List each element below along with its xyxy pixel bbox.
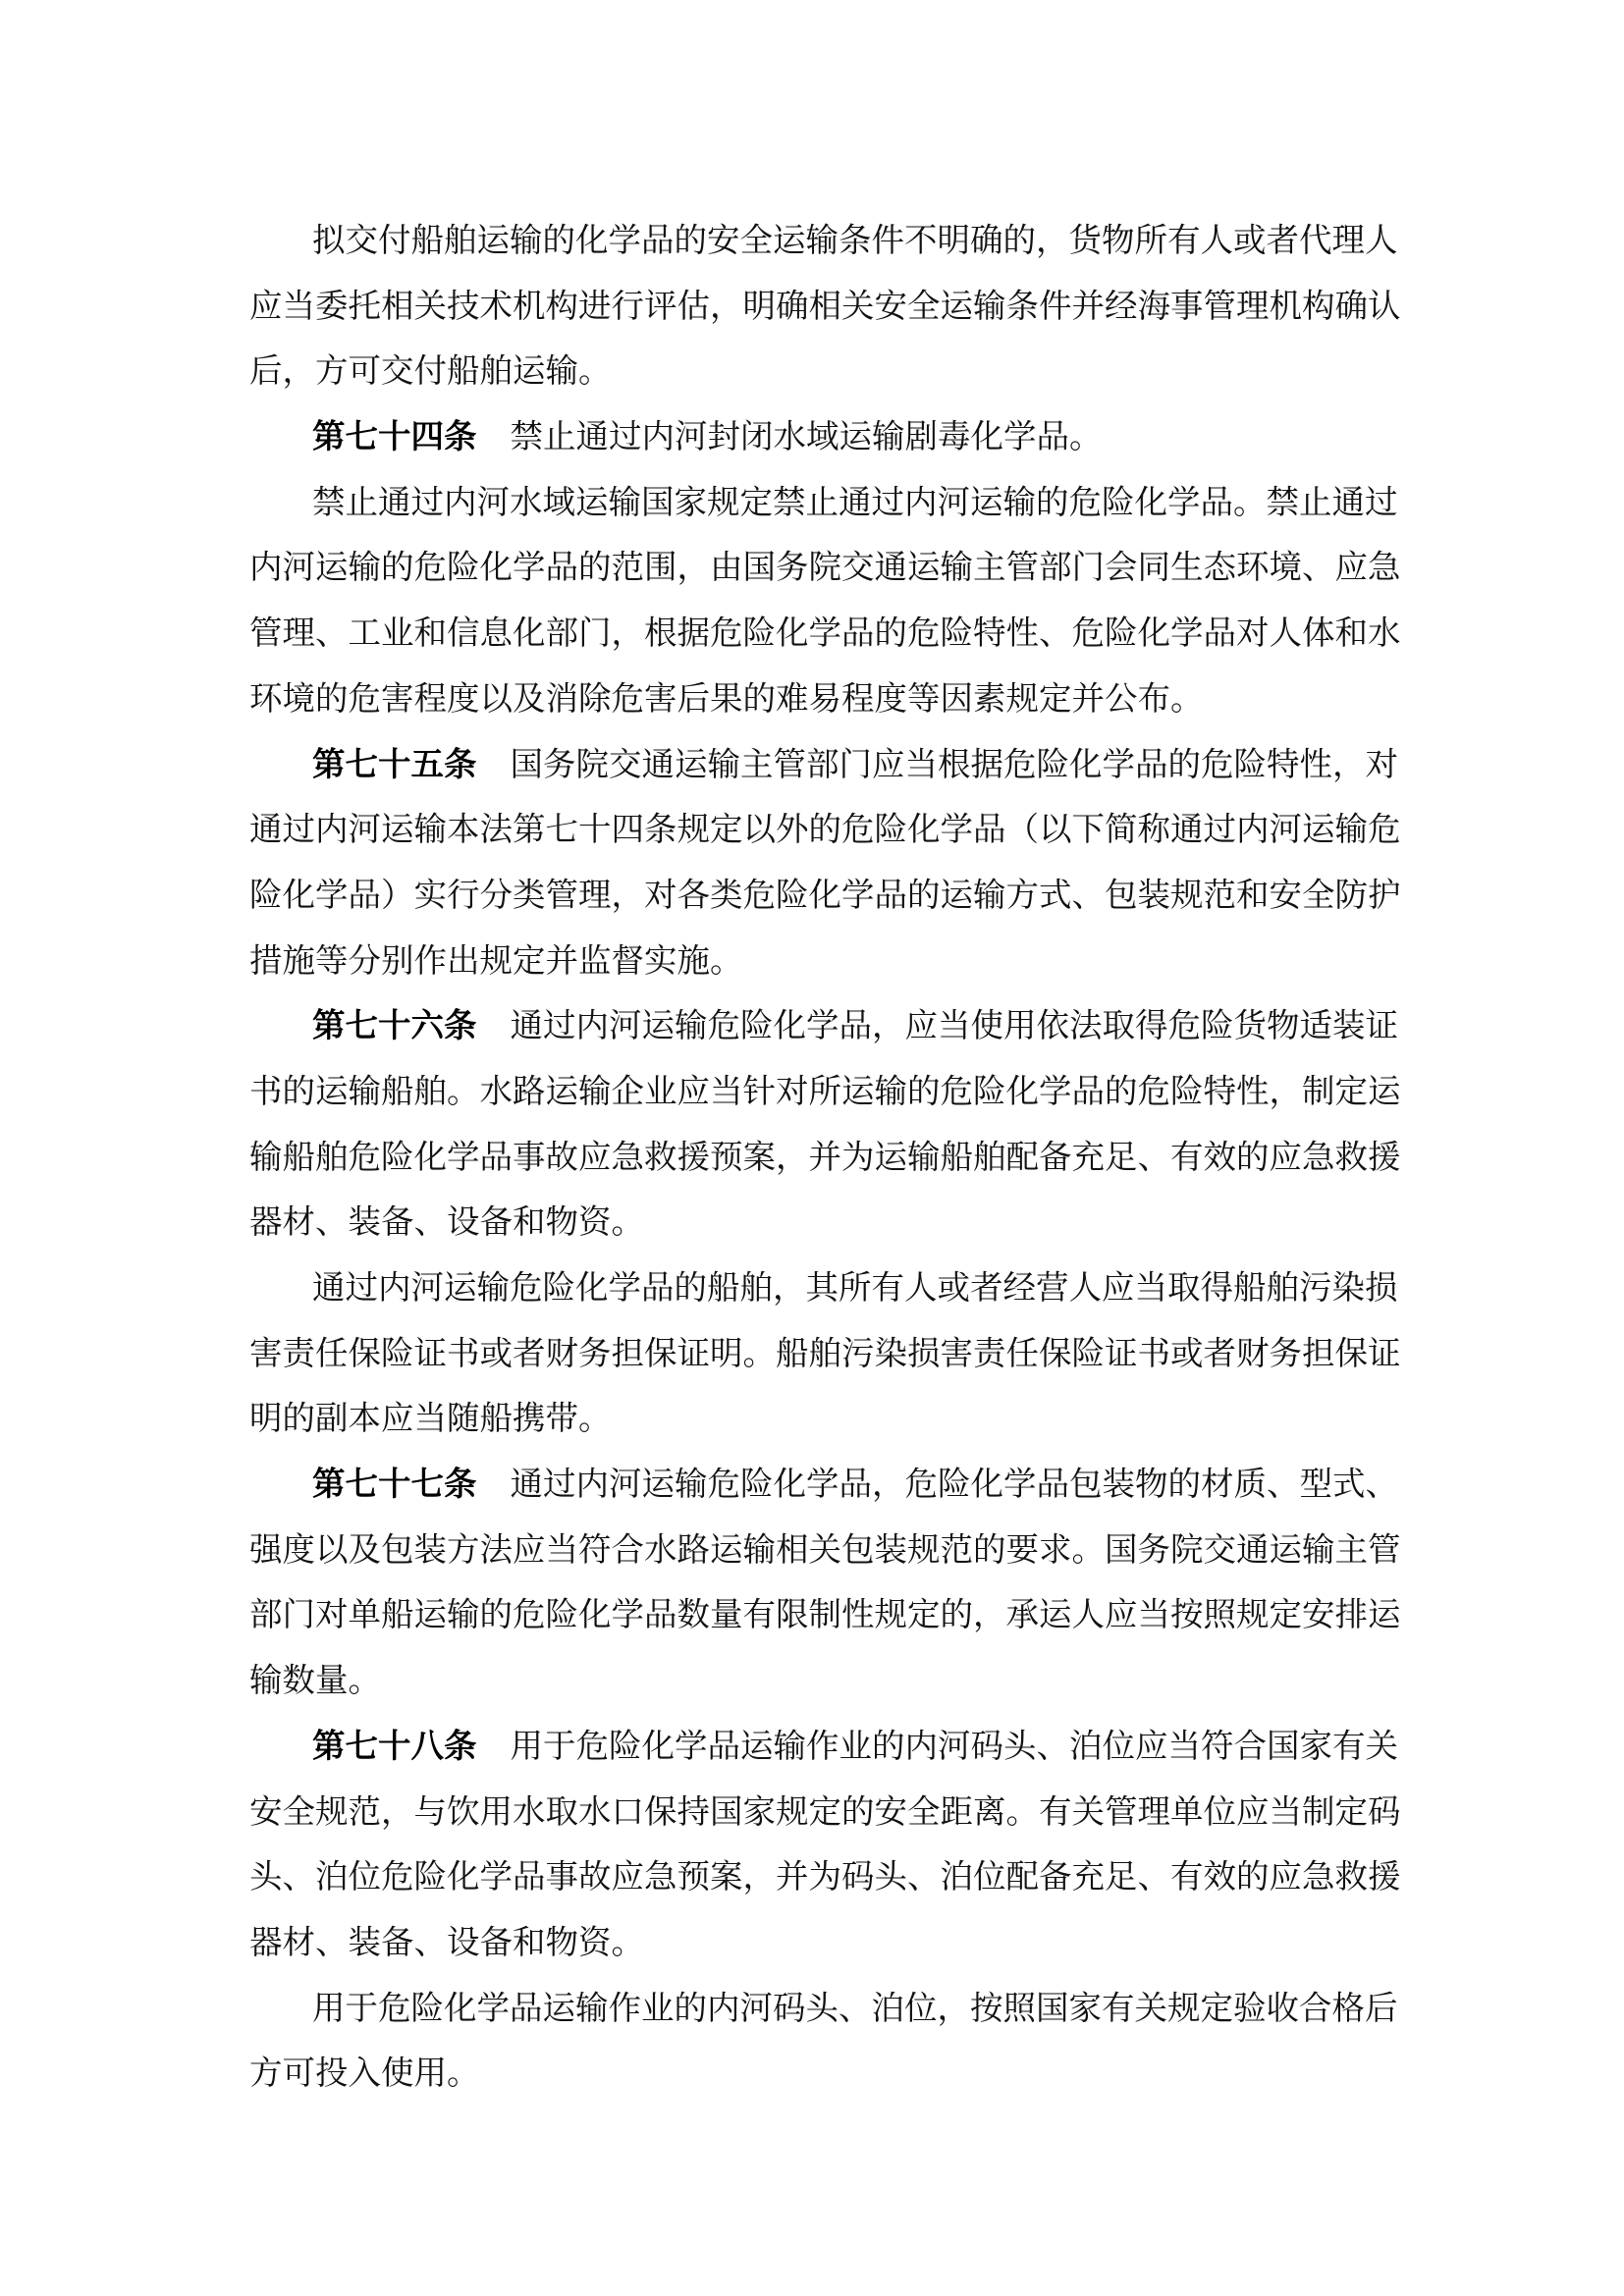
- article-text: 通过内河运输危险化学品，应当使用依法取得危险货物适装证: [510, 1006, 1398, 1045]
- article-74: [249, 404, 1379, 470]
- text-line: 通过内河运输本法第七十四条规定以外的危险化学品（以下简称通过内河运输危: [249, 810, 1401, 849]
- text-line: 部门对单船运输的危险化学品数量有限制性规定的，承运人应当按照规定安排运: [249, 1595, 1401, 1634]
- article-77: [249, 1452, 1401, 1714]
- text-line: 措施等分别作出规定并监督实施。: [249, 940, 743, 980]
- paragraph: [249, 1976, 1398, 2107]
- article-text: 通过内河运输危险化学品，危险化学品包装物的材质、型式、: [510, 1465, 1398, 1504]
- text-line: 安全规范，与饮用水取水口保持国家规定的安全距离。有关管理单位应当制定码: [249, 1791, 1401, 1831]
- text-line: [249, 1714, 1398, 1780]
- text-line: 器材、装备、设备和物资。: [249, 1922, 644, 1961]
- text-line: 输数量。: [249, 1661, 381, 1700]
- article-number: 第七十四条: [312, 417, 477, 456]
- article-number: 第七十五条: [312, 744, 477, 783]
- text-line: 强度以及包装方法应当符合水路运输相关包装规范的要求。国务院交通运输主管: [249, 1529, 1401, 1569]
- text-line: 后，方可交付船舶运输。: [249, 351, 612, 391]
- text-line: 方可投入使用。: [249, 2054, 480, 2093]
- text-line: [249, 993, 1398, 1059]
- text-line: 险化学品）实行分类管理，对各类危险化学品的运输方式、包装规范和安全防护: [249, 875, 1401, 914]
- paragraph: [249, 470, 1401, 732]
- text-line: 害责任保险证书或者财务担保证明。船舶污染损害责任保险证书或者财务担保证: [249, 1333, 1401, 1372]
- text-line: 明的副本应当随船携带。: [249, 1399, 612, 1438]
- text-line: [249, 1452, 1398, 1518]
- article-text: 用于危险化学品运输作业的内河码头、泊位应当符合国家有关: [510, 1726, 1398, 1765]
- text-line: 环境的危害程度以及消除危害后果的难易程度等因素规定并公布。: [249, 678, 1204, 718]
- text-line: 禁止通过内河水域运输国家规定禁止通过内河运输的危险化学品。禁止通过: [312, 482, 1398, 521]
- text-line: 书的运输船舶。水路运输企业应当针对所运输的危险化学品的危险特性，制定运: [249, 1071, 1401, 1110]
- text-line: [249, 732, 1398, 798]
- article-76: [249, 993, 1401, 1255]
- text-line: 器材、装备、设备和物资。: [249, 1202, 644, 1242]
- text-line: 头、泊位危险化学品事故应急预案，并为码头、泊位配备充足、有效的应急救援: [249, 1857, 1401, 1896]
- text-line: 内河运输的危险化学品的范围，由国务院交通运输主管部门会同生态环境、应急: [249, 548, 1401, 587]
- article-number: 第七十六条: [312, 1006, 477, 1045]
- article-text: 国务院交通运输主管部门应当根据危险化学品的危险特性，对: [510, 744, 1398, 783]
- article-75: [249, 732, 1401, 994]
- paragraph: [249, 208, 1401, 404]
- text-line: 拟交付船舶运输的化学品的安全运输条件不明确的，货物所有人或者代理人: [312, 221, 1398, 259]
- article-number: 第七十八条: [312, 1726, 477, 1765]
- text-line: 应当委托相关技术机构进行评估，明确相关安全运输条件并经海事管理机构确认: [249, 286, 1401, 325]
- text-line: 通过内河运输危险化学品的船舶，其所有人或者经营人应当取得船舶污染损: [312, 1268, 1398, 1307]
- article-text: 禁止通过内河封闭水域运输剧毒化学品。: [510, 417, 1103, 456]
- text-line: [249, 404, 1379, 470]
- text-line: 用于危险化学品运输作业的内河码头、泊位，按照国家有关规定验收合格后: [312, 1988, 1398, 2027]
- article-number: 第七十七条: [312, 1465, 477, 1504]
- document-body: [249, 208, 1401, 2107]
- article-78: [249, 1714, 1401, 1976]
- text-line: 管理、工业和信息化部门，根据危险化学品的危险特性、危险化学品对人体和水: [249, 614, 1401, 653]
- paragraph: [249, 1255, 1401, 1452]
- text-line: 输船舶危险化学品事故应急救援预案，并为运输船舶配备充足、有效的应急救援: [249, 1137, 1401, 1176]
